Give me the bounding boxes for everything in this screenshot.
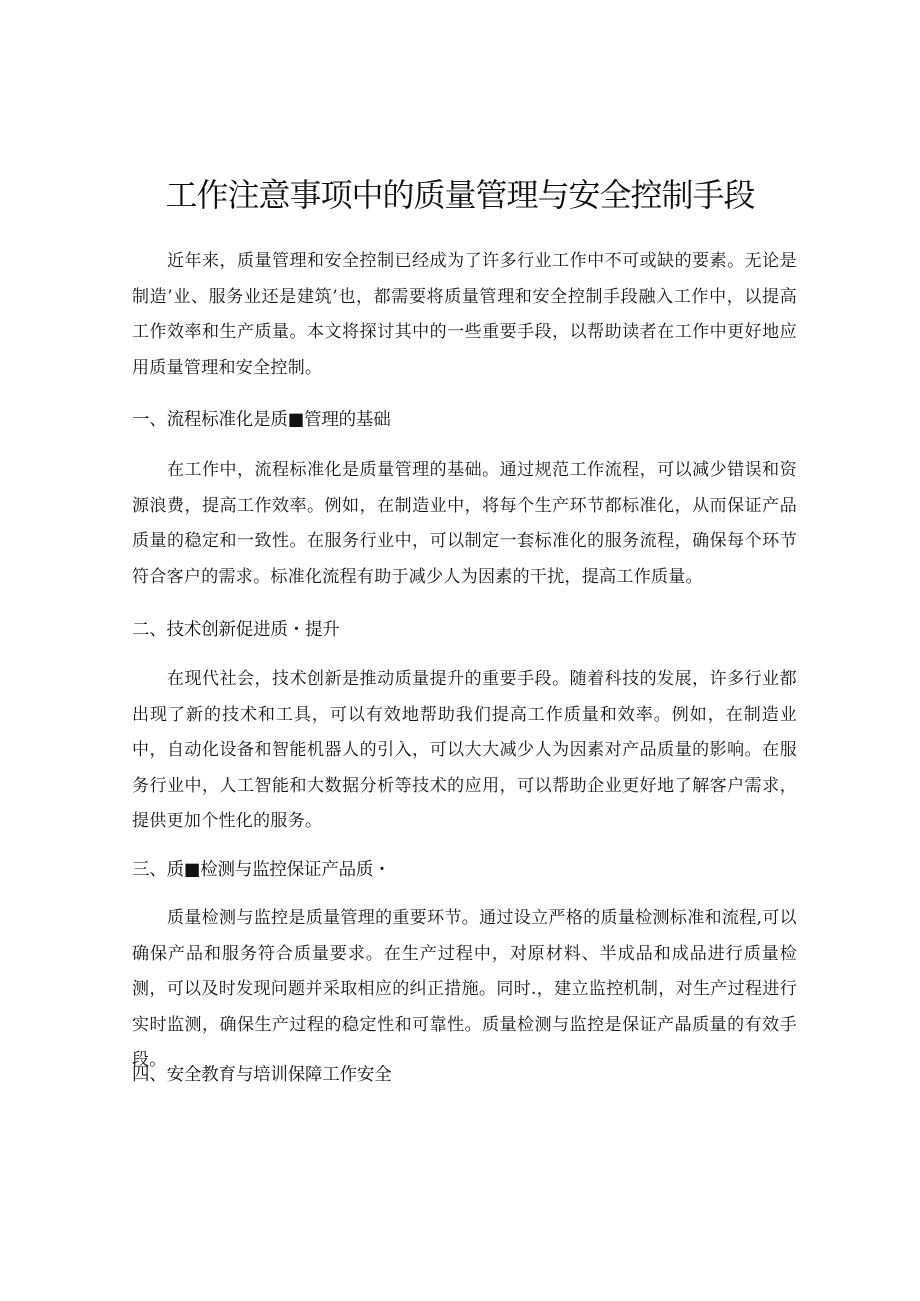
section-1-heading: 一、流程标准化是质■管理的基础 (132, 410, 391, 430)
section-2-paragraph: 在现代社会，技术创新是推动质量提升的重要手段。随着科技的发展，许多行业都出现了新的技术和工具，可以有效地帮助我们提高工作质量和效率。例如，在制造业中，自动化设备和智能机器人的引入，可以大大减少人为因素对产品质量的影响。在服务行业中，人工智能和大数据分析等技术的应用，可以帮助企业更好地了解客户需求，提供更加个性化的服务。 (132, 669, 797, 831)
section-4-heading: 四、安全教育与培训保障工作安全 (132, 1065, 392, 1085)
page-title: 工作注意事项中的质量管理与安全控制手段 (165, 176, 755, 214)
section-3-heading: 三、质■检测与监控保证产品质・ (132, 860, 391, 880)
section-2-heading: 二、技术创新促进质・提升 (132, 620, 340, 640)
section-3-paragraph: 质量检测与监控是质量管理的重要环节。通过设立严格的质量检测标准和流程,可以确保产品和服务符合质量要求。在生产过程中，对原材料、半成品和成品进行质量检测，可以及时发现问题并采取相应的纠正措施。同时.，建立监控机制，对生产过程进行实时监测，确保生产过程的稳定性和可靠性。质量检测与监控是保证产晶质量的有效手段。 (132, 908, 797, 1070)
section-1-paragraph: 在工作中，流程标准化是质量管理的基础。通过规范工作流程，可以减少错误和资源浪费，提高工作效率。例如，在制造业中，将每个生产环节都标准化，从而保证产品质量的稳定和一致性。在服务行业中，可以制定一套标准化的服务流程，确保每个环节符合客户的需求。标准化流程有助于减少人为因素的干扰，提高工作质量。 (132, 460, 797, 587)
intro-paragraph: 近年来，质量管理和安全控制已经成为了许多行业工作中不可或缺的要素。无论是制造’业、服务业还是建筑’也，都需要将质量管理和安全控制手段融入工作中，以提高工作效率和生产质量。本文将探讨其中的一些重要手段，以帮助读者在工作中更好地应用质量管理和安全控制。 (132, 251, 797, 378)
